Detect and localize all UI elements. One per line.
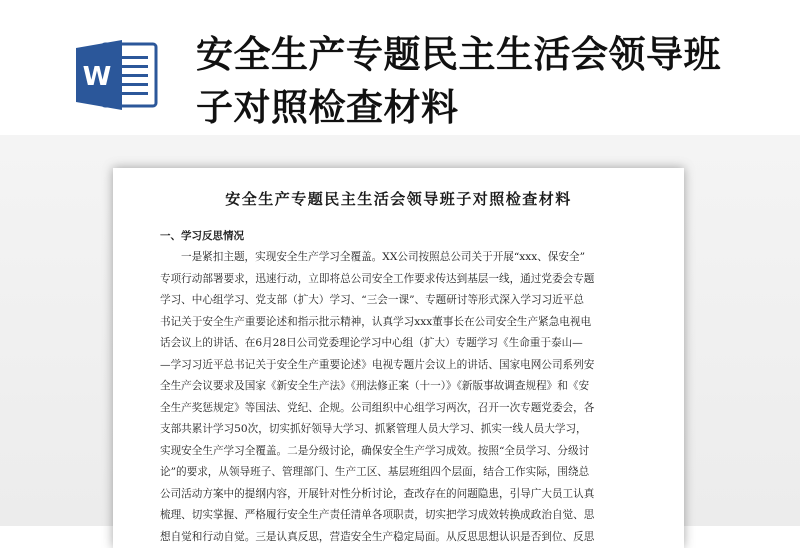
body-paragraph [160, 247, 660, 548]
body-line: 全生产奖惩规定》等国法、党纪、企规。公司组织中心组学习两次，召开一次专题党委会，各 [160, 398, 660, 420]
body-line: 话会议上的讲话、在6月28日公司党委理论学习中心组（扩大）专题学习《生命重于泰山— [160, 333, 660, 355]
body-line: 专项行动部署要求，迅速行动，立即将总公司安全工作要求传达到基层一线，通过党委会专题 [160, 269, 660, 291]
word-document-icon [76, 38, 158, 112]
body-line: 学习、中心组学习、党支部（扩大）学习、“三会一课”、专题研讨等形式深入学习习近平总 [160, 290, 660, 312]
body-line: 支部共累计学习50次，切实抓好领导大学习、抓紧管理人员大学习、抓实一线人员大学习， [160, 419, 660, 441]
header-banner [0, 0, 800, 135]
body-line: 书记关于安全生产重要论述和指示批示精神，认真学习xxx董事长在公司安全生产紧急电视电 [160, 312, 660, 334]
document-page [113, 168, 684, 548]
body-line: 一是紧扣主题，实现安全生产学习全覆盖。XX公司按照总公司关于开展“xxx、保安全” [160, 247, 660, 269]
body-line: 梳理、切实掌握、严格履行安全生产责任清单各项职责，切实把学习成效转换成政治自觉、思 [160, 505, 660, 527]
body-line: 公司活动方案中的提纲内容，开展针对性分析讨论，查改存在的问题隐患，引导广大员工认真 [160, 484, 660, 506]
body-line: 想自觉和行动自觉。三是认真反思，营造安全生产稳定局面。从反思思想认识是否到位、反思 [160, 527, 660, 548]
body-line: 论”的要求，从领导班子、管理部门、生产工区、基层班组四个层面，结合工作实际，围绕总 [160, 462, 660, 484]
body-line: —学习习近平总书记关于安全生产重要论述》电视专题片会议上的讲话、国家电网公司系列安 [160, 355, 660, 377]
header-title-line-2: 子对照检查材料 [196, 81, 756, 134]
section-heading: 一、学习反思情况 [160, 228, 244, 243]
word-icon-letter: W [83, 62, 112, 92]
body-line: 全生产会议要求及国家《新安全生产法》《刑法修正案（十一）》《新版事故调查规程》和《安 [160, 376, 660, 398]
body-line: 实现安全生产学习全覆盖。二是分级讨论，确保安全生产学习成效。按照“全员学习、分级讨 [160, 441, 660, 463]
header-title-line-1: 安全生产专题民主生活会领导班 [196, 28, 756, 81]
header-title [196, 28, 756, 134]
document-title: 安全生产专题民主生活会领导班子对照检查材料 [113, 188, 684, 209]
